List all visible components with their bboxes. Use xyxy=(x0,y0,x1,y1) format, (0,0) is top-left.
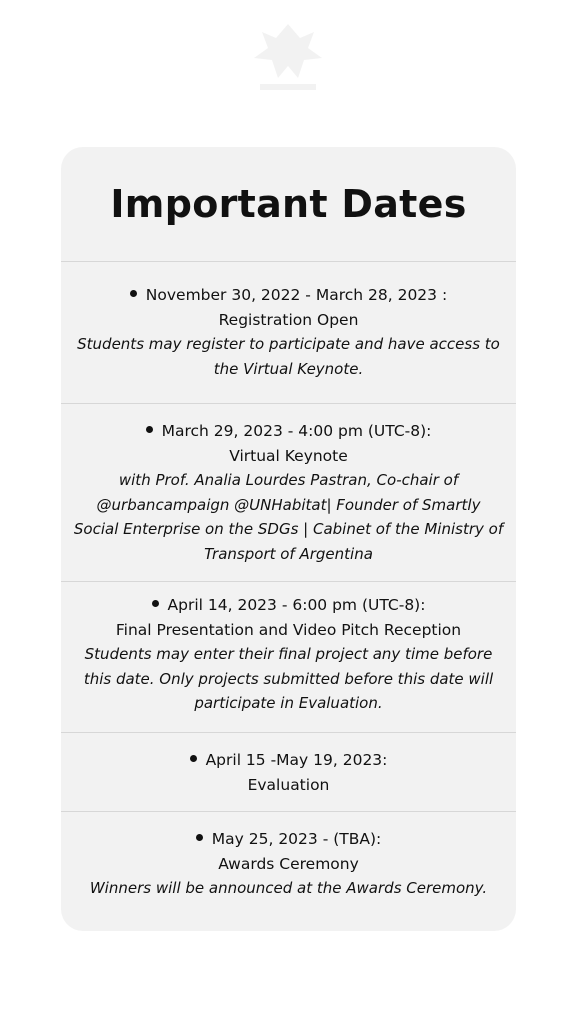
divider xyxy=(61,261,516,262)
item-event-title: Registration Open xyxy=(218,310,359,329)
logo-icon xyxy=(238,18,338,98)
item-event-title: Evaluation xyxy=(247,775,330,794)
item-date: April 15 -May 19, 2023: xyxy=(205,751,388,769)
item-date: March 29, 2023 - 4:00 pm (UTC-8): xyxy=(161,422,432,440)
divider xyxy=(61,403,516,404)
item-date: May 25, 2023 - (TBA): xyxy=(211,830,382,848)
date-item-virtual-keynote xyxy=(61,419,516,566)
item-date: November 30, 2022 - March 28, 2023 : xyxy=(145,286,448,304)
divider xyxy=(61,581,516,582)
item-description-line: this date. Only projects submitted before this date will xyxy=(83,669,494,688)
divider xyxy=(61,811,516,812)
bullet-icon xyxy=(130,290,137,297)
item-description-line: with Prof. Analia Lourdes Pastran, Co-chair of xyxy=(118,471,459,489)
item-date: April 14, 2023 - 6:00 pm (UTC-8): xyxy=(167,596,426,614)
bullet-icon xyxy=(146,426,153,433)
item-description-line: the Virtual Keynote. xyxy=(213,359,364,378)
item-description-line: Winners will be announced at the Awards Ceremony. xyxy=(89,879,488,897)
item-event-title: Virtual Keynote xyxy=(229,446,348,465)
bullet-icon xyxy=(196,834,203,841)
item-event-title: Final Presentation and Video Pitch Reception xyxy=(115,620,462,639)
bullet-icon xyxy=(152,600,159,607)
item-description-line: participate in Evaluation. xyxy=(194,694,383,712)
date-item-final-presentation xyxy=(61,593,516,716)
item-description-line: Students may register to participate and have access to xyxy=(77,335,500,353)
item-description-line: Social Enterprise on the SDGs | Cabinet of the Ministry of xyxy=(73,520,504,538)
bullet-icon xyxy=(190,755,197,762)
date-item-registration xyxy=(61,283,516,381)
item-description-line: @urbancampaign @UNHabitat| Founder of Smartly xyxy=(96,495,481,514)
page-title: Important Dates xyxy=(110,182,467,226)
item-description-line: Students may enter their final project any time before xyxy=(84,645,493,663)
divider xyxy=(61,732,516,733)
date-item-evaluation xyxy=(61,748,516,797)
important-dates-card xyxy=(61,147,516,931)
item-event-title: Awards Ceremony xyxy=(218,854,359,873)
date-item-awards-ceremony xyxy=(61,827,516,901)
item-description-line: Transport of Argentina xyxy=(204,544,373,563)
